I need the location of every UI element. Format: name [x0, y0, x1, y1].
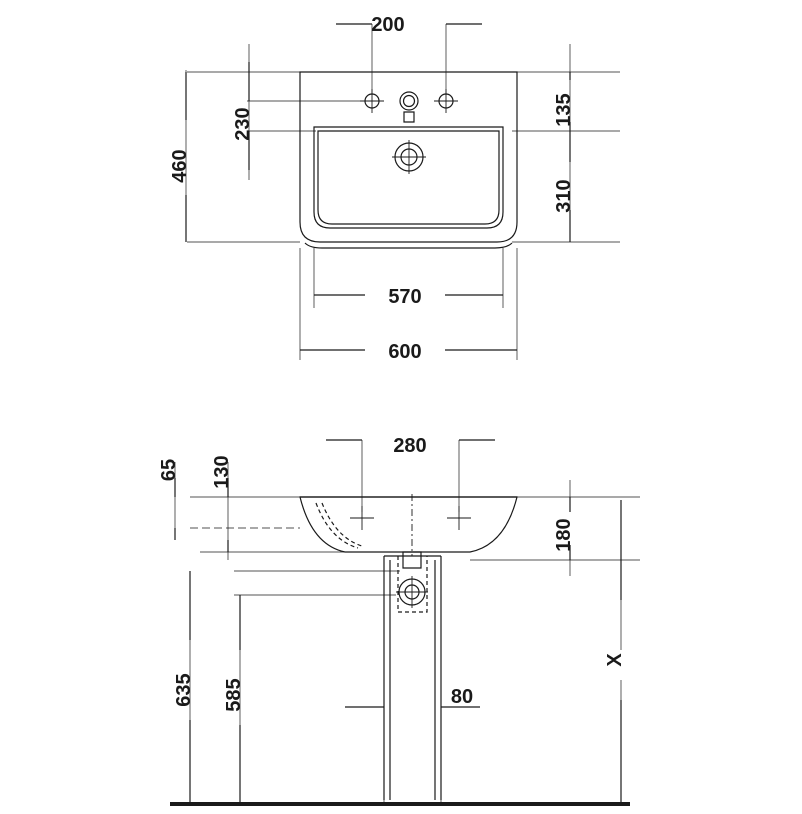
dim-label-230: 230 — [232, 107, 254, 141]
dim-label-180: 180 — [553, 518, 575, 552]
dim-label-570: 570 — [388, 286, 422, 308]
dim-label-65: 65 — [158, 458, 180, 482]
tap-hole-center-inner — [404, 96, 415, 107]
bowl-rim-top — [314, 127, 503, 228]
side-view-extension-lines — [175, 440, 640, 806]
dim-label-130: 130 — [211, 455, 233, 489]
waste-connector-top — [404, 112, 414, 122]
top-view-dimension-lines — [186, 24, 570, 350]
basin-outline-side — [300, 497, 517, 552]
dim-label-280: 280 — [393, 435, 427, 457]
basin-bottom-edge-top — [305, 243, 512, 248]
dim-label-80: 80 — [450, 686, 474, 708]
dim-label-460: 460 — [169, 149, 191, 183]
dim-label-200: 200 — [371, 14, 405, 36]
bowl-inner-top — [318, 131, 499, 224]
dim-label-600: 600 — [388, 341, 422, 363]
dim-label-135: 135 — [553, 93, 575, 127]
tap-hole-center — [400, 92, 418, 110]
side-view-crosshairs — [350, 494, 471, 608]
side-view-dimension-lines — [175, 440, 621, 806]
dim-label-310: 310 — [553, 179, 575, 213]
dim-label-585: 585 — [223, 678, 245, 712]
dim-label-635: 635 — [173, 673, 195, 707]
top-view-object — [300, 72, 517, 248]
dim-label-x: X — [604, 653, 626, 667]
